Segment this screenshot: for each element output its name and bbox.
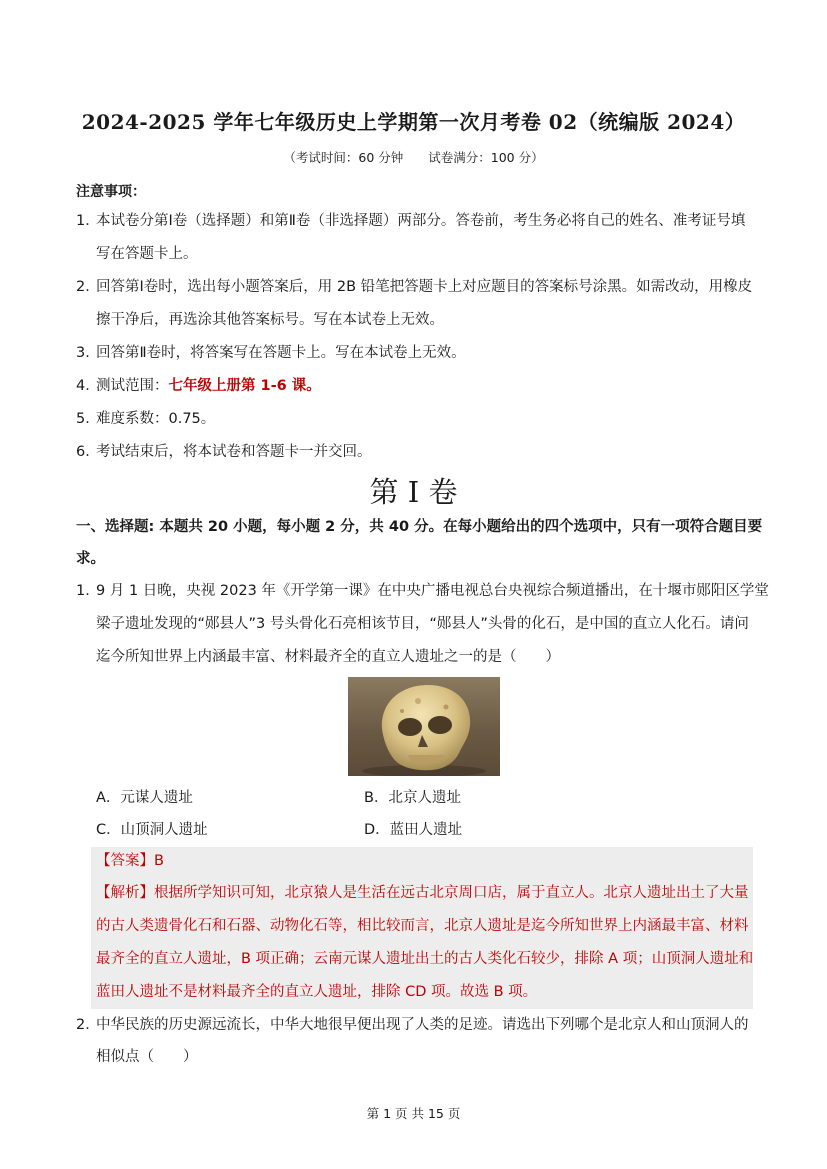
analysis-line-3: 最齐全的直立人遗址，B 项正确；云南元谋人遗址出土的古人类化石较少，排除 A 项；山顶洞人遗址和 bbox=[96, 951, 754, 967]
section-title: 第 I 卷 bbox=[369, 475, 458, 509]
option-b: B．北京人遗址 bbox=[364, 790, 461, 806]
test-scope: 七年级上册第 1-6 课 bbox=[168, 378, 307, 394]
question-1-line-2: 梁子遗址发现的“郧县人”3 号头骨化石亮相该节目，“郧县人”头骨的化石，是中国的直立人化石。请问 bbox=[96, 616, 749, 632]
notice-item-3: 3．回答第Ⅱ卷时，将答案写在答题卡上。写在本试卷上无效。 bbox=[76, 345, 466, 361]
answer: 【答案】B bbox=[96, 853, 164, 869]
option-c: C．山顶洞人遗址 bbox=[96, 822, 208, 838]
question-2: 2．中华民族的历史源远流长，中华大地很早便出现了人类的足迹。请选出下列哪个是北京人和山顶洞人的 bbox=[76, 1017, 749, 1033]
notice-item-6: 6．考试结束后，将本试卷和答题卡一并交回。 bbox=[76, 444, 372, 460]
notice-item-4: 4．测试范围：七年级上册第 1-6 课。 bbox=[76, 378, 321, 394]
section-instruction-cont: 求。 bbox=[76, 551, 105, 567]
skull-fossil-image bbox=[348, 677, 500, 776]
analysis-line-1: 【解析】根据所学知识可知，北京猿人是生活在远古北京周口店，属于直立人。北京人遗址出土了大量 bbox=[96, 885, 749, 901]
notice-heading: 注意事项： bbox=[76, 184, 146, 200]
analysis-line-4: 蓝田人遗址不是材料最齐全的直立人遗址，排除 CD 项。故选 B 项。 bbox=[96, 984, 538, 1000]
notice-item-5: 5．难度系数：0.75。 bbox=[76, 411, 216, 427]
notice-item-2: 2．回答第Ⅰ卷时，选出每小题答案后，用 2B 铅笔把答题卡上对应题目的答案标号涂黑。如需改动，用橡皮 bbox=[76, 279, 753, 295]
option-d: D．蓝田人遗址 bbox=[364, 822, 463, 838]
skull-fossil-icon bbox=[348, 677, 500, 776]
exam-info: （考试时间：60 分钟 试卷满分：100 分） bbox=[283, 150, 544, 165]
section-instruction: 一、选择题: 本题共 20 小题，每小题 2 分，共 40 分。在每小题给出的四个选项中，只有一项符合题目要 bbox=[76, 519, 763, 535]
page-footer: 第 1 页 共 15 页 bbox=[366, 1106, 461, 1121]
page-title: 2024-2025 学年七年级历史上学期第一次月考卷 02（统编版 2024） bbox=[81, 110, 746, 134]
notice-item-2-cont: 擦干净后，再选涂其他答案标号。写在本试卷上无效。 bbox=[96, 312, 444, 328]
notice-item-1: 1．本试卷分第Ⅰ卷（选择题）和第Ⅱ卷（非选择题）两部分。答卷前，考生务必将自己的姓名、准考证号填 bbox=[76, 213, 746, 229]
notice-item-1-cont: 写在答题卡上。 bbox=[96, 246, 198, 262]
question-1-line-3: 迄今所知世界上内涵最丰富、材料最齐全的直立人遗址之一的是（ ） bbox=[96, 649, 560, 665]
question-2-line-2: 相似点（ ） bbox=[96, 1049, 198, 1065]
analysis-line-2: 的古人类遗骨化石和石器、动物化石等，相比较而言，北京人遗址是迄今所知世界上内涵最丰富、材料 bbox=[96, 918, 749, 934]
question-1: 1．9 月 1 日晚，央视 2023 年《开学第一课》在中央广播电视总台央视综合频道播出，在十堰市郧阳区学堂 bbox=[76, 583, 769, 599]
option-a: A．元谋人遗址 bbox=[96, 790, 193, 806]
